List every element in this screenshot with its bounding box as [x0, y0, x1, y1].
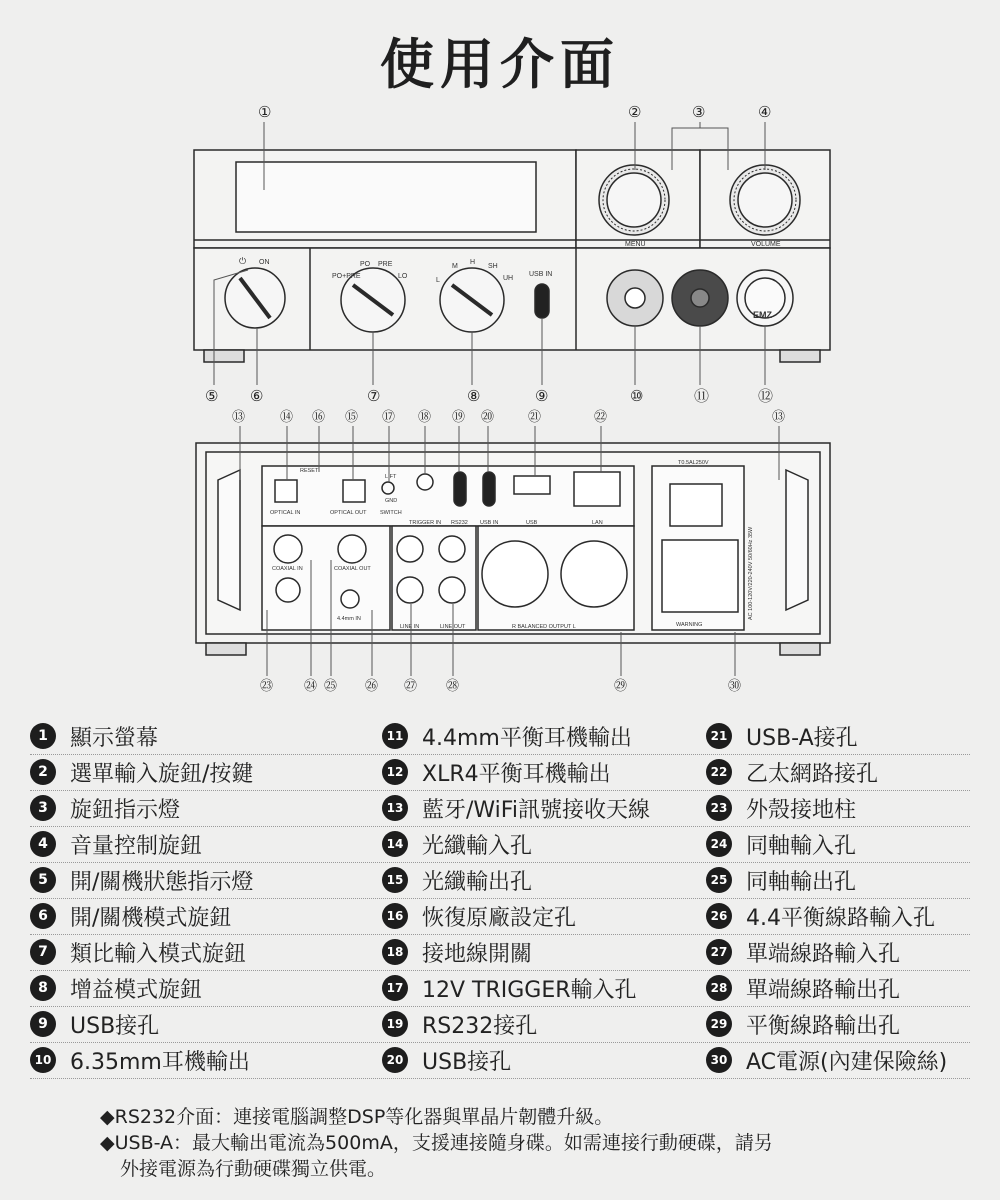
callout-30: ㉚ — [728, 678, 742, 693]
legend-item — [382, 758, 611, 786]
rs232-label: RS232 — [451, 520, 468, 526]
mode-label-sh: SH — [488, 263, 498, 270]
callout-4: ④ — [758, 104, 772, 121]
legend-number-badge: 15 — [382, 867, 408, 893]
legend-number-badge: 16 — [382, 903, 408, 929]
legend-text: 同軸輸入孔 — [746, 833, 857, 859]
legend-number-badge: 3 — [30, 795, 56, 821]
legend-number-badge: 9 — [30, 1011, 56, 1037]
gain-label-pre: PRE — [378, 261, 393, 268]
note-rs232: ◆RS232介面：連接電腦調整DSP等化器與單晶片韌體升級。 — [100, 1106, 614, 1128]
optical-out-port — [343, 480, 365, 502]
callout-25: ㉕ — [324, 678, 338, 693]
legend-number-badge: 17 — [382, 975, 408, 1001]
switch-label: SWITCH — [380, 510, 402, 516]
legend-number-badge: 4 — [30, 831, 56, 857]
legend-row — [30, 754, 970, 791]
legend-row — [30, 934, 970, 971]
legend-text: RS232接孔 — [422, 1013, 538, 1039]
legend-row — [30, 1006, 970, 1043]
legend-text: 乙太網路接孔 — [746, 761, 879, 787]
callout-2: ② — [628, 104, 642, 121]
power-symbol: ⏻ — [239, 256, 247, 266]
callout-6: ⑥ — [250, 388, 264, 405]
legend-text: 4.4mm平衡耳機輸出 — [422, 725, 632, 751]
callout-11: ⑪ — [694, 388, 710, 405]
legend-number-badge: 20 — [382, 1047, 408, 1073]
legend-row — [30, 898, 970, 935]
callout-1: ① — [258, 104, 272, 121]
callout-18: ⑱ — [418, 409, 432, 424]
legend-row — [30, 718, 970, 755]
legend-item — [382, 866, 532, 894]
legend-item — [382, 830, 532, 858]
gain-label-po: PO — [360, 261, 371, 268]
legend-number-badge: 10 — [30, 1047, 56, 1073]
legend-item — [706, 938, 900, 966]
legend-text: 外殼接地柱 — [746, 797, 857, 823]
legend-number-badge: 23 — [706, 795, 732, 821]
legend-number-badge: 11 — [382, 723, 408, 749]
legend-item — [706, 758, 878, 786]
legend-item — [382, 938, 532, 966]
mode-label-m: M — [452, 263, 458, 270]
callout-7: ⑦ — [367, 388, 381, 405]
menu-knob — [599, 165, 669, 235]
line-in-label: LINE IN — [400, 624, 420, 630]
warning-label: WARNING — [676, 622, 703, 628]
line-in-r — [397, 536, 423, 562]
jack-6-35 — [607, 270, 663, 326]
legend-text: 6.35mm耳機輸出 — [70, 1049, 250, 1075]
callout-10: ⑩ — [630, 388, 644, 405]
front-panel — [194, 150, 830, 362]
legend-text: 平衡線路輸出孔 — [746, 1013, 901, 1039]
legend-item — [30, 866, 253, 894]
gain-mode-knob — [440, 268, 504, 332]
legend-item — [382, 1046, 511, 1074]
legend-row — [30, 1042, 970, 1079]
4-4mm-in-port — [341, 590, 359, 608]
legend-text: 選單輸入旋鈕/按鍵 — [70, 761, 254, 787]
reset-label: RESET — [300, 468, 319, 474]
legend-number-badge: 19 — [382, 1011, 408, 1037]
legend-item — [30, 974, 202, 1002]
callout-3: ③ — [692, 104, 706, 121]
legend-number-badge: 27 — [706, 939, 732, 965]
legend-item — [30, 758, 253, 786]
fuse-label: T0.5AL250V — [678, 460, 709, 466]
lan-port — [574, 472, 620, 506]
legend-number-badge: 18 — [382, 939, 408, 965]
4-4mm-in-label: 4.4mm IN — [337, 616, 361, 622]
on-label: ON — [259, 259, 270, 266]
legend-text: 類比輸入模式旋鈕 — [70, 941, 247, 967]
power-mode-knob — [225, 268, 285, 328]
coaxial-in-port — [274, 535, 302, 563]
lan-label: LAN — [592, 520, 603, 526]
legend-number-badge: 25 — [706, 867, 732, 893]
mode-label-uh: UH — [503, 275, 514, 282]
legend-number-badge: 14 — [382, 831, 408, 857]
legend-item — [382, 974, 637, 1002]
legend-item — [706, 974, 900, 1002]
callout-20: ⑳ — [481, 409, 495, 424]
legend-item — [706, 1046, 947, 1074]
legend-item — [706, 830, 856, 858]
legend-text: 藍牙/WiFi訊號接收天線 — [422, 797, 650, 823]
legend-text: 增益模式旋鈕 — [70, 977, 203, 1003]
legend-number-badge: 2 — [30, 759, 56, 785]
antenna-left — [218, 470, 240, 610]
legend-number-badge: 13 — [382, 795, 408, 821]
mode-label-l: L — [436, 277, 440, 284]
legend-row — [30, 790, 970, 827]
legend-item — [30, 722, 158, 750]
legend-text: AC電源(內建保險絲) — [746, 1049, 948, 1075]
lift-label: LIFT — [385, 474, 397, 480]
legend-number-badge: 30 — [706, 1047, 732, 1073]
line-out-l — [439, 577, 465, 603]
callout-17: ⑰ — [382, 409, 396, 424]
balanced-output-label: R BALANCED OUTPUT L — [512, 624, 576, 630]
gain-label-lo: LO — [398, 273, 408, 280]
callout-15: ⑮ — [345, 409, 359, 424]
legend-item — [382, 794, 650, 822]
rs232-port — [454, 472, 466, 506]
note-usb-a-cont: 外接電源為行動硬碟獨立供電。 — [120, 1158, 387, 1180]
legend-text: 音量控制旋鈕 — [70, 833, 203, 859]
notes — [100, 1104, 900, 1182]
callout-13b: ⑬ — [772, 409, 786, 424]
callout-24: ㉔ — [304, 678, 318, 693]
legend-text: 開/關機模式旋鈕 — [70, 905, 232, 931]
legend-item — [30, 902, 231, 930]
legend-number-badge: 12 — [382, 759, 408, 785]
usb-a-port — [514, 476, 550, 494]
legend-item — [30, 938, 246, 966]
legend-number-badge: 26 — [706, 903, 732, 929]
optical-in-label: OPTICAL IN — [270, 510, 301, 516]
antenna-right — [786, 470, 808, 610]
front-usb-port — [535, 284, 549, 318]
callout-8: ⑧ — [467, 388, 481, 405]
legend-number-badge: 28 — [706, 975, 732, 1001]
callout-23: ㉓ — [260, 678, 274, 693]
callout-28: ㉘ — [446, 678, 460, 693]
legend-text: USB接孔 — [70, 1013, 160, 1039]
legend-text: 光纖輸入孔 — [422, 833, 533, 859]
callout-16: ⑯ — [312, 409, 326, 424]
callout-29: ㉙ — [614, 678, 628, 693]
legend-text: 單端線路輸入孔 — [746, 941, 901, 967]
legend-text: 4.4平衡線路輸入孔 — [746, 905, 935, 931]
optical-in-port — [275, 480, 297, 502]
line-out-r — [439, 536, 465, 562]
menu-label: MENU — [625, 241, 646, 248]
page-title: 使用介面 — [380, 33, 620, 96]
usb-in-port — [483, 472, 495, 506]
legend-item — [706, 1010, 900, 1038]
legend-number-badge: 6 — [30, 903, 56, 929]
callout-9: ⑨ — [535, 388, 549, 405]
legend-row — [30, 970, 970, 1007]
legend-item — [30, 830, 202, 858]
legend-text: 接地線開關 — [422, 941, 533, 967]
legend-number-badge: 24 — [706, 831, 732, 857]
note-usb-a: ◆USB-A：最大輸出電流為500mA，支援連接隨身碟。如需連接行動硬碟，請另 — [100, 1132, 773, 1154]
callout-14: ⑭ — [280, 409, 294, 424]
display-screen — [236, 162, 536, 232]
callout-21: ㉑ — [528, 409, 542, 424]
legend-item — [382, 902, 576, 930]
line-out-label: LINE OUT — [440, 624, 466, 630]
legend-item — [382, 1010, 537, 1038]
ac-spec-label: AC 100-120V/220-240V 50/60Hz 35W — [748, 526, 754, 620]
callout-27: ㉗ — [404, 678, 418, 693]
xlr-r — [482, 541, 548, 607]
mode-label-h: H — [470, 259, 476, 266]
usb-in-rear-label: USB IN — [480, 520, 499, 526]
line-in-l — [397, 577, 423, 603]
gain-label-popre: PO+PRE — [332, 273, 361, 280]
legend-number-badge: 1 — [30, 723, 56, 749]
ground-post — [276, 578, 300, 602]
callout-12: ⑫ — [758, 388, 774, 405]
legend-text: USB-A接孔 — [746, 725, 858, 751]
legend-item — [706, 794, 856, 822]
trigger-in-label: TRIGGER IN — [409, 520, 442, 526]
legend-text: 開/關機狀態指示燈 — [70, 869, 254, 895]
legend-number-badge: 21 — [706, 723, 732, 749]
legend-item — [382, 722, 632, 750]
legend-item — [30, 1010, 159, 1038]
trigger-port — [417, 474, 433, 490]
volume-knob — [730, 165, 800, 235]
usb-in-label: USB IN — [529, 271, 553, 278]
legend-number-badge: 22 — [706, 759, 732, 785]
volume-label: VOLUME — [751, 241, 781, 248]
legend-text: USB接孔 — [422, 1049, 512, 1075]
callout-5: ⑤ — [205, 388, 219, 405]
coaxial-in-label: COAXIAL IN — [272, 566, 303, 572]
legend-number-badge: 7 — [30, 939, 56, 965]
legend-text: 顯示螢幕 — [70, 725, 159, 751]
legend-text: 旋鈕指示燈 — [70, 797, 181, 823]
callout-19: ⑲ — [452, 409, 466, 424]
callout-13a: ⑬ — [232, 409, 246, 424]
legend-number-badge: 29 — [706, 1011, 732, 1037]
legend-item — [30, 794, 180, 822]
gnd-label: GND — [385, 498, 398, 504]
legend-item — [706, 866, 856, 894]
coaxial-out-port — [338, 535, 366, 563]
legend-item — [30, 1046, 250, 1074]
legend-number-badge: 5 — [30, 867, 56, 893]
legend-row — [30, 826, 970, 863]
power-switch — [670, 484, 722, 526]
legend-row — [30, 862, 970, 899]
legend-text: 同軸輸出孔 — [746, 869, 857, 895]
legend-text: 光纖輸出孔 — [422, 869, 533, 895]
legend-text: XLR4平衡耳機輸出 — [422, 761, 611, 787]
callout-22: ㉒ — [594, 409, 608, 424]
legend-text: 12V TRIGGER輸入孔 — [422, 977, 637, 1003]
legend-text: 恢復原廠設定孔 — [422, 905, 577, 931]
legend-item — [706, 902, 935, 930]
ac-inlet — [662, 540, 738, 612]
usb-label: USB — [526, 520, 538, 526]
coaxial-out-label: COAXIAL OUT — [334, 566, 371, 572]
brand-logo: EMZ — [753, 310, 772, 320]
legend-number-badge: 8 — [30, 975, 56, 1001]
legend-item — [706, 722, 858, 750]
legend-text: 單端線路輸出孔 — [746, 977, 901, 1003]
jack-4-4 — [672, 270, 728, 326]
xlr-l — [561, 541, 627, 607]
optical-out-label: OPTICAL OUT — [330, 510, 367, 516]
callout-26: ㉖ — [365, 678, 379, 693]
